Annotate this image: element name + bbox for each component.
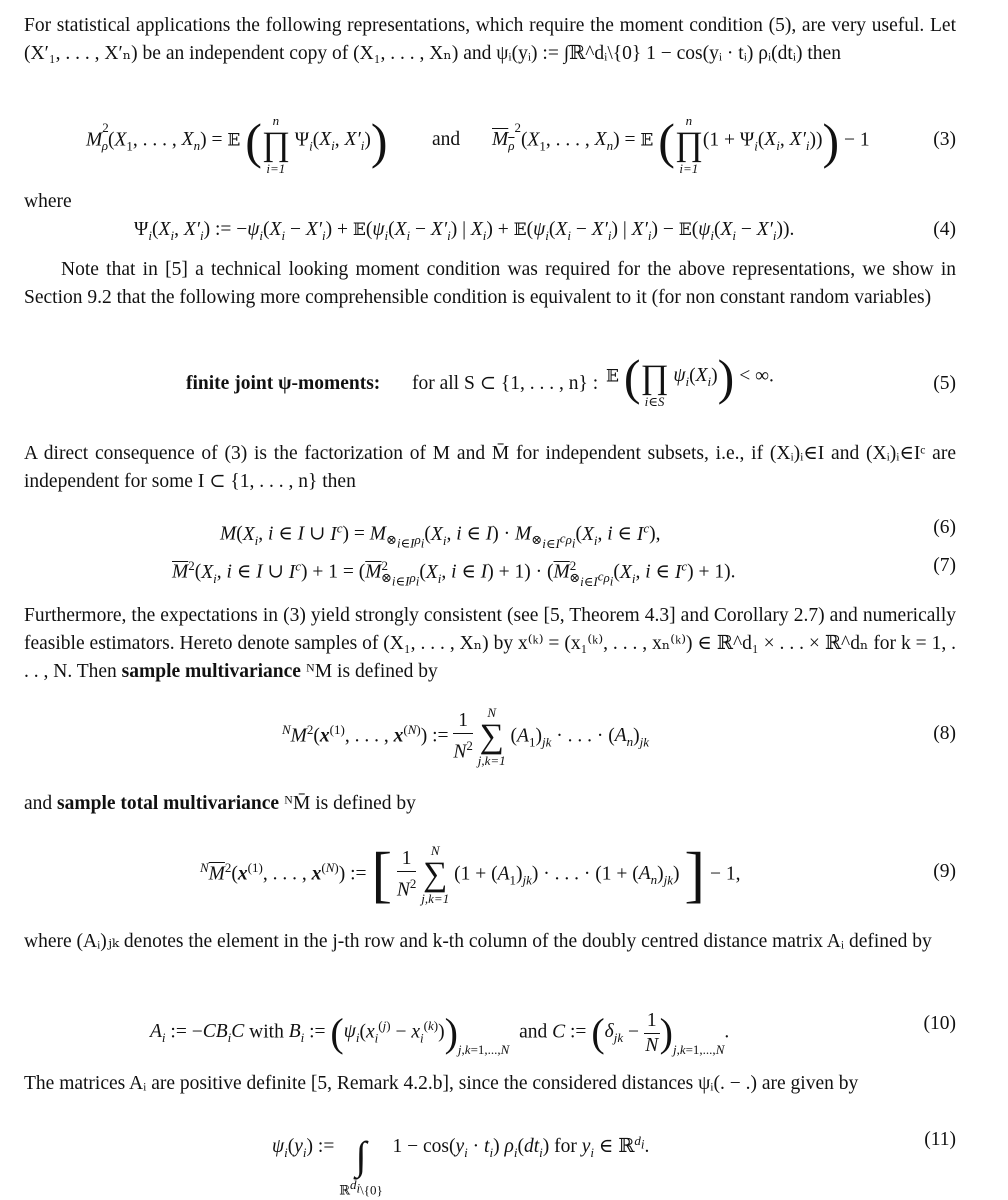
equation-number: (10) — [923, 1013, 956, 1034]
paragraph-where — [24, 188, 956, 216]
equation-11-for: for — [554, 1136, 577, 1158]
paragraph-estimators — [24, 602, 956, 686]
equation-10-with: with — [249, 1021, 284, 1043]
factorization-text: A direct consequence of (3) is the factorization of M and M̄ for independent subsets, i.e., if (Xᵢ)ᵢ∈I and (Xᵢ)ᵢ∈Iᶜ are independent for some I ⊂ {1, . . . , n} then — [24, 443, 956, 492]
equation-number: (5) — [933, 373, 956, 394]
equation-number: (8) — [933, 723, 956, 744]
equation-8 — [0, 698, 1008, 770]
equation-4 — [0, 216, 1008, 246]
equation-5-bold-label: finite joint ψ-moments: — [186, 373, 381, 394]
equation-number: (7) — [933, 555, 956, 576]
equation-number: (3) — [933, 129, 956, 150]
equation-10-and: and — [519, 1021, 548, 1043]
note-text: Note that in [5] a technical looking moment condition was required for the above representations, we show in Section 9.2 that the following more comprehensible condition is equivalent to it (for non constant random variables) — [24, 259, 956, 308]
paragraph-matrix-def — [24, 928, 956, 956]
equation-5 — [0, 346, 1008, 422]
equation-10-body: $A_i$ := $-CB_iC$ with $B_i$ := $(\psi_i(x_i^{(j)} - x_i^{(k)}))_{j,k=1,...,N}$ and C := ($\delta_{jk}$ − $\frac{1}{N}$ )$_{j,k=1,...,N}$. — [150, 1009, 730, 1058]
equation-number: (9) — [933, 861, 956, 882]
equation-5-label — [186, 370, 380, 398]
equation-number: (6) — [933, 517, 956, 538]
equation-number: (4) — [933, 219, 956, 240]
sample-multivariance-term: sample multivariance — [121, 661, 301, 682]
paragraph-positive-definite — [24, 1070, 956, 1098]
equation-8-body: $^NM^2(x^{(1)}$, . . . , $x^{(N)}$) := $\frac{1}{N^2}$ N ∑ j,k=1 $(A_1)_{jk}$ · . . . · $(A_n)_{jk}$ — [282, 705, 650, 768]
estimators-text-end: ᴺM is defined by — [305, 661, 438, 682]
total-text-end: ᴺM̄ is defined by — [283, 793, 416, 814]
equation-11-body: $\psi_i(y_i)$ := ∫ ℝ$^{d_i}$\{0} $1 - \cos(y_i \cdot t_i)$ $\rho_i(dt_i)$ for $y_i$ ∈ ℝ$^{d_i}$. — [272, 1132, 650, 1198]
equation-6 — [0, 514, 1008, 551]
equation-9-body: $^N\overline{M}^2(x^{(1)}$, . . . , $x^{(N)}$) := [ $\frac{1}{N^2}$ N ∑ j,k=1 $(1 + (A_1)_{jk})$ · . . . · $(1 + (A_n)_{jk})$ ] − 1, — [200, 841, 741, 909]
equation-11 — [0, 1108, 1008, 1198]
equation-3 — [0, 98, 1008, 182]
equation-4-body: $\Psi_i(X_i$, $X'_i$) := $-\psi_i(X_i - X'_i)$ + $𝔼(\psi_i(X_i - X'_i)$ | $X_i$) + $𝔼(\psi_i(X_i - X'_i)$ | $X'_i$) − $𝔼(\psi_i(X_i - X'_i))$. — [134, 219, 795, 243]
equation-number: (11) — [924, 1129, 956, 1150]
equation-5-text: for all S ⊂ {1, . . . , n} : — [412, 373, 599, 394]
total-text-start: and — [24, 793, 53, 814]
paragraph-factorization — [24, 440, 956, 496]
equation-3-left: $M^2_\rho(X_1$, . . . , $X_n$) = 𝔼 ( n ∏ i=1 $\Psi_i(X_i$, $X'_i$)) — [86, 113, 388, 176]
equation-5-expectation: 𝔼 ( ∏ i∈S $\psi_i(X_i)$) < ∞. — [606, 349, 774, 409]
equation-3-right: $M_\rho^2(X_1$, . . . , $X_n$) = 𝔼 ( n ∏ i=1 ($1 + \Psi_i(X_i$, $X'_i))) - 1$ — [492, 113, 870, 176]
equation-7-body: $\overline{M}^2(X_i$, i ∈ I ∪ $I^c) + 1 = (\overline{M}^2_{\otimes_{i\in I}\rho_i}(X_i$, i ∈ $I) + 1) \cdot (\overline{M}^2_{\otimes_{i\in I^c}\rho_i}(X_i$, i ∈ $I^c) + 1$). — [172, 558, 736, 589]
equation-6-body: $M(X_i$, i ∈ I ∪ $I^c) = M_{\otimes_{i\in I}\rho_i}(X_i$, i ∈ $I) \cdot M_{\otimes_{i\in I^c}\rho_i}(X_i$, i ∈ $I^c$), — [220, 520, 661, 551]
positive-definite-text: The matrices Aᵢ are positive definite [5, Remark 4.2.b], since the considered distances ψᵢ(. − .) are given by — [24, 1073, 859, 1094]
paragraph-intro — [24, 12, 956, 68]
equation-9 — [0, 834, 1008, 914]
matrix-def-text: where (Aᵢ)ⱼₖ denotes the element in the j-th row and k-th column of the doubly centred distance matrix Aᵢ defined by — [24, 931, 932, 952]
paragraph-note — [24, 256, 956, 312]
paragraph-total — [24, 790, 956, 818]
sample-total-multivariance-term: sample total multivariance — [57, 793, 280, 814]
where-text: where — [24, 191, 72, 212]
estimators-text: Furthermore, the expectations in (3) yield strongly consistent (see [5, Theorem 4.3] and Corollary 2.7) and numerically feasible estimators. Hereto denote samples of (X₁, . . . , Xₙ) by x⁽ᵏ⁾ = (x₁⁽ᵏ⁾, . . . , xₙ⁽ᵏ⁾) ∈ ℝ^d₁ × . . . × ℝ^dₙ for k = 1, . . . , N. Then — [24, 605, 956, 682]
equation-7 — [0, 552, 1008, 589]
intro-text: For statistical applications the following representations, which require the moment condition (5), are very useful. Let (X′₁, . . . , X′ₙ) be an independent copy of (X₁, . . . , Xₙ) and ψᵢ(yᵢ) := ∫ℝ^dᵢ\{0} 1 − cos(yᵢ · tᵢ) ρᵢ(dtᵢ) then — [24, 15, 956, 64]
equation-10 — [0, 994, 1008, 1058]
equation-3-connector: and — [432, 129, 461, 150]
